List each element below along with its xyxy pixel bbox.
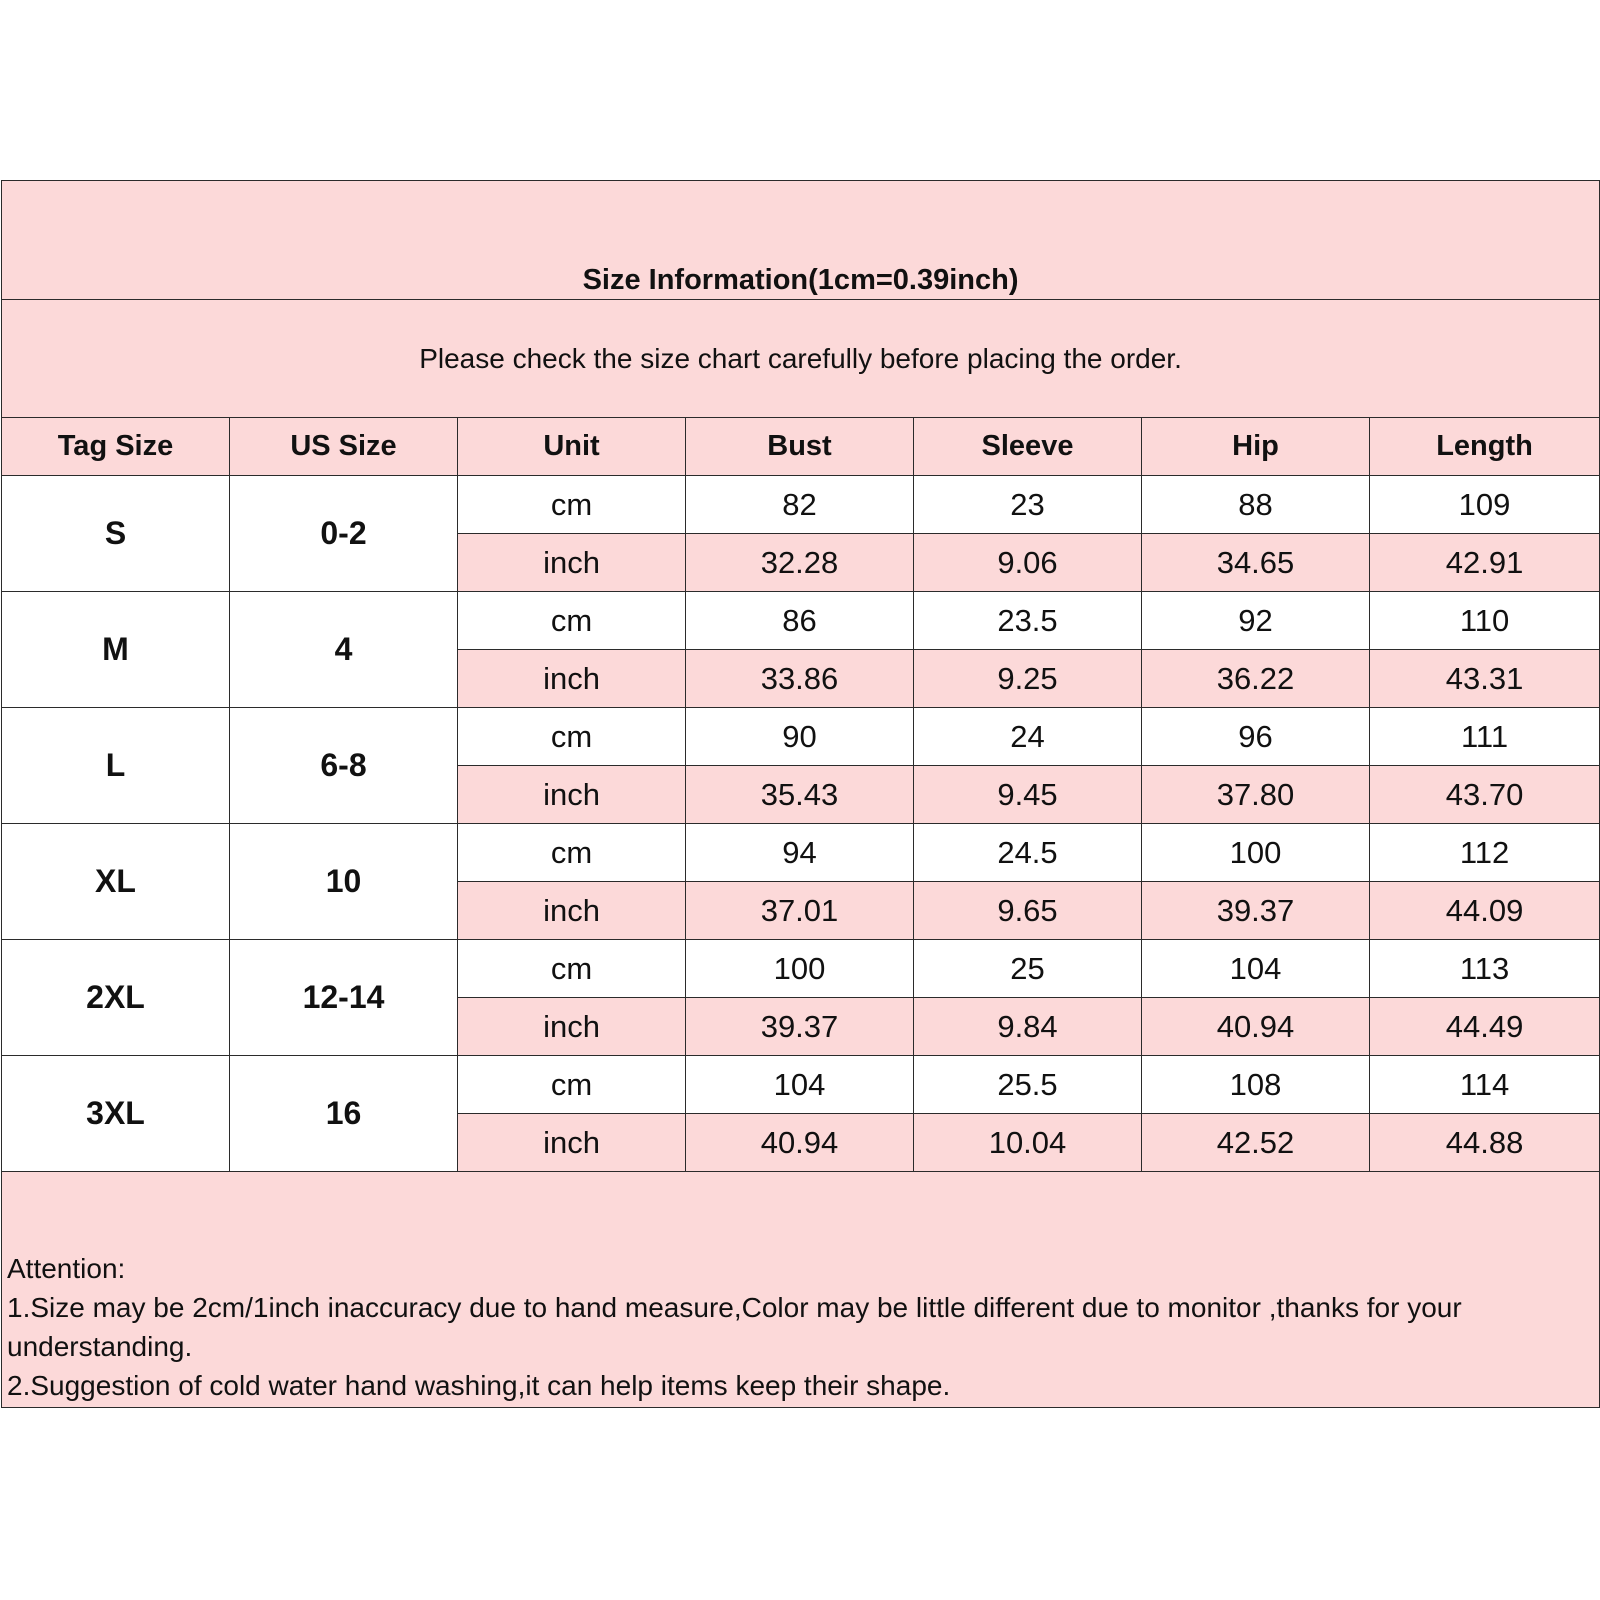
unit-cell: inch — [458, 1114, 686, 1172]
header-bust: Bust — [686, 418, 914, 476]
hip-cell: 36.22 — [1142, 650, 1370, 708]
header-length: Length — [1370, 418, 1600, 476]
length-cell: 109 — [1370, 476, 1600, 534]
sleeve-cell: 23 — [914, 476, 1142, 534]
length-cell: 113 — [1370, 940, 1600, 998]
hip-cell: 100 — [1142, 824, 1370, 882]
unit-cell: cm — [458, 708, 686, 766]
hip-cell: 96 — [1142, 708, 1370, 766]
unit-cell: inch — [458, 882, 686, 940]
bust-cell: 82 — [686, 476, 914, 534]
hip-cell: 104 — [1142, 940, 1370, 998]
unit-cell: inch — [458, 650, 686, 708]
table-row — [2, 824, 1600, 882]
length-cell: 110 — [1370, 592, 1600, 650]
us-size-cell: 0-2 — [230, 476, 458, 592]
table-row — [2, 1056, 1600, 1114]
bust-cell: 104 — [686, 1056, 914, 1114]
tag-size-cell: XL — [2, 824, 230, 940]
sleeve-cell: 24 — [914, 708, 1142, 766]
sleeve-cell: 10.04 — [914, 1114, 1142, 1172]
table-row — [2, 476, 1600, 534]
tag-size-cell: S — [2, 476, 230, 592]
unit-cell: cm — [458, 592, 686, 650]
unit-cell: inch — [458, 766, 686, 824]
unit-cell: cm — [458, 476, 686, 534]
sleeve-cell: 9.84 — [914, 998, 1142, 1056]
attention-heading: Attention: — [7, 1253, 126, 1284]
size-info-title: Size Information(1cm=0.39inch) — [2, 181, 1600, 300]
sleeve-cell: 25 — [914, 940, 1142, 998]
sleeve-cell: 9.45 — [914, 766, 1142, 824]
length-cell: 111 — [1370, 708, 1600, 766]
table-row — [2, 592, 1600, 650]
bust-cell: 33.86 — [686, 650, 914, 708]
bust-cell: 39.37 — [686, 998, 914, 1056]
bust-cell: 94 — [686, 824, 914, 882]
length-cell: 44.09 — [1370, 882, 1600, 940]
length-cell: 44.88 — [1370, 1114, 1600, 1172]
bust-cell: 90 — [686, 708, 914, 766]
hip-cell: 92 — [1142, 592, 1370, 650]
sleeve-cell: 23.5 — [914, 592, 1142, 650]
unit-cell: inch — [458, 998, 686, 1056]
bust-cell: 35.43 — [686, 766, 914, 824]
header-hip: Hip — [1142, 418, 1370, 476]
bust-cell: 40.94 — [686, 1114, 914, 1172]
sleeve-cell: 9.65 — [914, 882, 1142, 940]
us-size-cell: 10 — [230, 824, 458, 940]
bust-cell: 86 — [686, 592, 914, 650]
attention-note: 1.Size may be 2cm/1inch inaccuracy due to hand measure,Color may be little different due to monitor ,thanks for your understanding. — [7, 1292, 1462, 1362]
attention-notes — [2, 1172, 1600, 1408]
hip-cell: 108 — [1142, 1056, 1370, 1114]
length-cell: 43.70 — [1370, 766, 1600, 824]
header-row — [2, 418, 1600, 476]
hip-cell: 39.37 — [1142, 882, 1370, 940]
bust-cell: 100 — [686, 940, 914, 998]
tag-size-cell: 3XL — [2, 1056, 230, 1172]
attention-note: 2.Suggestion of cold water hand washing,it can help items keep their shape. — [7, 1370, 951, 1401]
sleeve-cell: 25.5 — [914, 1056, 1142, 1114]
length-cell: 44.49 — [1370, 998, 1600, 1056]
unit-cell: cm — [458, 1056, 686, 1114]
us-size-cell: 12-14 — [230, 940, 458, 1056]
length-cell: 42.91 — [1370, 534, 1600, 592]
sleeve-cell: 9.25 — [914, 650, 1142, 708]
header-us-size: US Size — [230, 418, 458, 476]
hip-cell: 88 — [1142, 476, 1370, 534]
size-chart-table — [1, 180, 1600, 1408]
hip-cell: 40.94 — [1142, 998, 1370, 1056]
hip-cell: 34.65 — [1142, 534, 1370, 592]
header-sleeve: Sleeve — [914, 418, 1142, 476]
us-size-cell: 6-8 — [230, 708, 458, 824]
unit-cell: inch — [458, 534, 686, 592]
length-cell: 43.31 — [1370, 650, 1600, 708]
unit-cell: cm — [458, 824, 686, 882]
hip-cell: 37.80 — [1142, 766, 1370, 824]
tag-size-cell: M — [2, 592, 230, 708]
sleeve-cell: 24.5 — [914, 824, 1142, 882]
unit-cell: cm — [458, 940, 686, 998]
length-cell: 114 — [1370, 1056, 1600, 1114]
header-unit: Unit — [458, 418, 686, 476]
us-size-cell: 16 — [230, 1056, 458, 1172]
header-tag-size: Tag Size — [2, 418, 230, 476]
bust-cell: 32.28 — [686, 534, 914, 592]
length-cell: 112 — [1370, 824, 1600, 882]
tag-size-cell: 2XL — [2, 940, 230, 1056]
bust-cell: 37.01 — [686, 882, 914, 940]
size-chart-notice: Please check the size chart carefully before placing the order. — [2, 300, 1600, 418]
hip-cell: 42.52 — [1142, 1114, 1370, 1172]
tag-size-cell: L — [2, 708, 230, 824]
table-row — [2, 708, 1600, 766]
us-size-cell: 4 — [230, 592, 458, 708]
table-row — [2, 940, 1600, 998]
sleeve-cell: 9.06 — [914, 534, 1142, 592]
